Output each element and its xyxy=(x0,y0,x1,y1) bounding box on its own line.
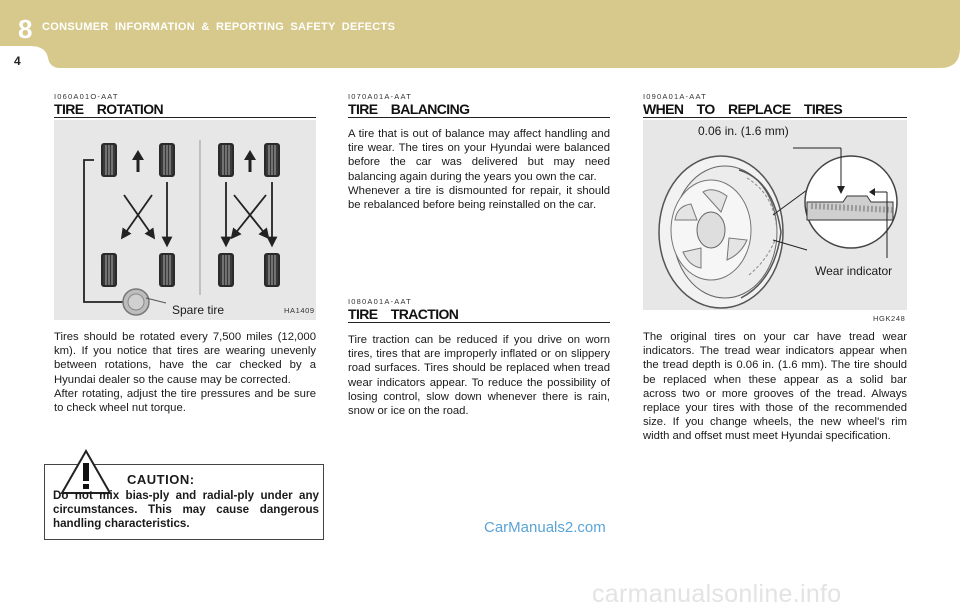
tire-wear-diagram xyxy=(643,120,907,310)
wear-indicator-label: Wear indicator xyxy=(815,264,893,278)
heading-underline xyxy=(54,117,316,118)
wear-indicator-figure xyxy=(643,120,907,310)
header-band xyxy=(0,0,960,68)
chapter-title: CONSUMER INFORMATION & REPORTING SAFETY DEFECTS xyxy=(42,21,396,33)
chapter-number: 8 xyxy=(18,14,33,44)
section-heading: TIRE ROTATION xyxy=(54,101,164,117)
rotation-paragraph-2: After rotating, adjust the tire pressures and be sure to check wheel nut torque. xyxy=(54,387,316,415)
heading-underline xyxy=(348,117,610,118)
watermark-link[interactable]: CarManuals2.com xyxy=(484,519,606,536)
tire-rotation-diagram xyxy=(54,120,316,320)
footer-watermark: carmanualsonline.info xyxy=(592,580,842,608)
section-heading: TIRE TRACTION xyxy=(348,306,459,322)
section-code: I060A01O-AAT xyxy=(54,92,119,101)
traction-body xyxy=(348,333,610,418)
replace-body xyxy=(643,330,907,444)
figure-id: HGK248 xyxy=(873,314,906,323)
tire-rotation-figure xyxy=(54,120,316,320)
balancing-body xyxy=(348,127,610,212)
heading-underline xyxy=(348,322,610,323)
section-code: I070A01A-AAT xyxy=(348,92,412,101)
heading-underline xyxy=(643,117,907,118)
caution-title: CAUTION: xyxy=(127,472,195,487)
section-heading: TIRE BALANCING xyxy=(348,101,470,117)
section-code: I080A01A-AAT xyxy=(348,297,412,306)
rotation-paragraph-1: Tires should be rotated every 7,500 miles (12,000 km). If you notice that tires are wearing unevenly between rotations, have the car checked by a Hyundai dealer so the cause may be corrected. xyxy=(54,331,316,386)
caution-text: Do not mix bias-ply and radial-ply under any circumstances. This may cause dangerous handling characteristics. xyxy=(53,489,319,530)
figure-id: HA1409 xyxy=(284,306,315,315)
tread-depth-label: 0.06 in. (1.6 mm) xyxy=(698,124,789,138)
rotation-body xyxy=(54,330,316,415)
section-heading: WHEN TO REPLACE TIRES xyxy=(643,101,843,117)
section-code: I090A01A-AAT xyxy=(643,92,707,101)
page-number: 4 xyxy=(14,54,21,68)
spare-tire-label: Spare tire xyxy=(172,303,225,317)
traction-paragraph-1: Tire traction can be reduced if you drive on worn tires, tires that are improperly inflated or on slippery road surfaces. Tires should be replaced when tread wear indicators appear. To reduce the possibility of losing control, slow down whenever there is rain, snow or ice on the road. xyxy=(348,334,610,418)
balancing-paragraph-1: A tire that is out of balance may affect handling and tire wear. The tires on your Hyundai were balanced before the car was delivered but may need balancing again during the years you own the car. xyxy=(348,128,610,183)
balancing-paragraph-2: Whenever a tire is dismounted for repair, it should be rebalanced before being reinstalled on the car. xyxy=(348,184,610,212)
replace-paragraph-1: The original tires on your car have tread wear indicators. The tread wear indicators appear when the tread depth is 0.06 in. (1.6 mm). The tire should be replaced when these appear as a solid bar across two or more grooves of the tread. Always replace your tires with those of the recommended size. If you change wheels, the new wheel's rim width and offset must meet Hyundai specification. xyxy=(643,331,907,443)
